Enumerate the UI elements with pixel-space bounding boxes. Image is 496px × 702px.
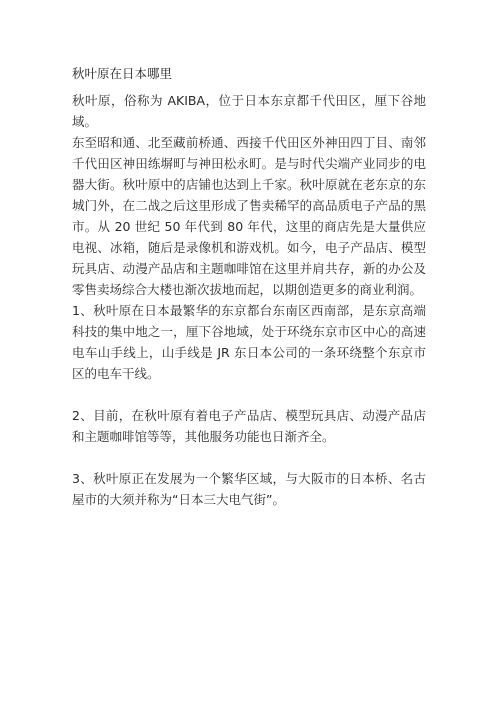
intro-paragraph: 东至昭和通、北至藏前桥通、西接千代田区外神田四丁目、南邻千代田区神田练塀町与神田松永町。是与时代尖端产业同步的电器大街。秋叶原中的店铺也达到上千家。秋叶原就在老东京的东城门外，在二战之后这里形成了售卖稀罕的高品质电子产品的黑市。从 20 世纪 50 年代到 80 年代，这里的商店先是大量供应电视、冰箱，随后是录像机和游戏机。如今，电子产品店、模型玩具店、动漫产品店和主题咖啡馆在这里并肩共存，新的办公及零售卖场综合大楼也渐次拔地而起，以期创造更多的商业利润。 [72,135,426,297]
intro-line-1: 秋叶原，俗称为 AKIBA，位于日本东京都千代田区，厘下谷地域。 [72,93,426,129]
point-1-paragraph: 1、秋叶原在日本最繁华的东京都台东南区西南部，是东京高端科技的集中地之一，厘下谷地域，处于环绕东京市区中心的高速电车山手线上，山手线是 JR 东日本公司的一条环绕整个东京市区的电车干线。 [72,303,426,381]
paragraph-spacer [72,447,426,468]
document-title: 秋叶原在日本哪里 [72,66,173,81]
paragraph-spacer [72,384,426,405]
point-2-paragraph: 2、目前，在秋叶原有着电子产品店、模型玩具店、动漫产品店和主题咖啡馆等等，其他服务功能也日渐齐全。 [72,408,426,444]
point-3-paragraph: 3、秋叶原正在发展为一个繁华区域，与大阪市的日本桥、名古屋市的大须并称为“日本三大电气街”。 [72,471,426,507]
